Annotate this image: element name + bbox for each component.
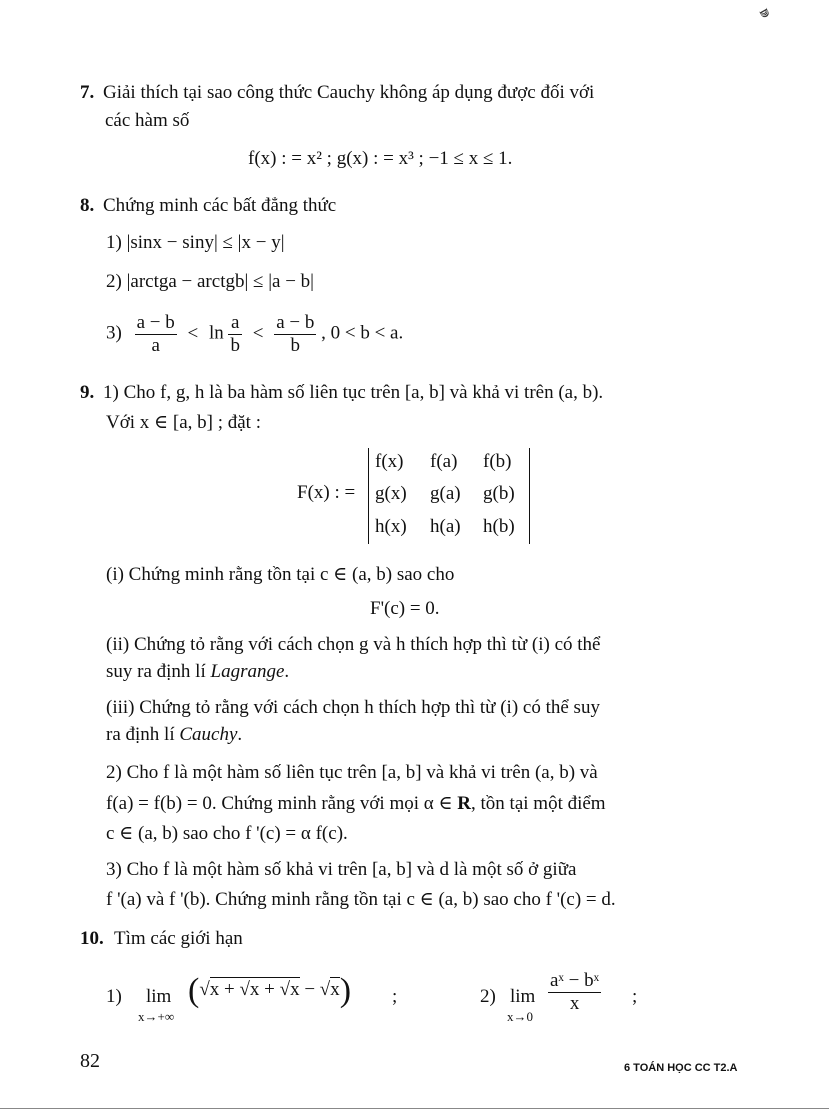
problem-8-item1: 1) |sinx − siny| ≤ |x − y| (106, 232, 285, 253)
innermost-radicand: x (290, 979, 300, 1000)
bottom-divider (0, 1108, 829, 1109)
q2-line3: c ∈ (a, b) sao cho f '(c) = α f(c). (106, 823, 348, 844)
fraction-3 (274, 312, 316, 357)
part-i-line: (i) Chứng minh rằng tồn tại c ∈ (a, b) sao cho (106, 564, 455, 585)
problem-8-item3 (106, 312, 403, 357)
problem-7-number: 7. (80, 82, 95, 103)
limit-2-lim: lim (510, 986, 536, 1007)
sqrt-symbol: √ (239, 979, 250, 1000)
page-number: 82 (80, 1050, 100, 1072)
fraction-1-denominator: a (151, 334, 160, 356)
q2-line2 (106, 792, 606, 815)
problem-9-number: 9. (80, 382, 95, 403)
matrix-cell: f(x) (375, 451, 404, 472)
real-set-symbol: R (457, 793, 472, 814)
q3-line1: 3) Cho f là một hàm số khả vi trên [a, b] và d là một số ở giữa (106, 859, 577, 880)
problem-7-line2: các hàm số (105, 110, 190, 131)
matrix-cell: g(x) (375, 483, 407, 504)
fraction-denominator: x (569, 992, 580, 1014)
matrix-cell: f(b) (483, 451, 512, 472)
limit-1-subscript: x→+∞ (138, 1009, 175, 1024)
matrix-cell: g(a) (430, 483, 461, 504)
determinant-label: F(x) : = (297, 482, 356, 503)
fraction-2-numerator: a (228, 312, 242, 335)
less-than-1: < (187, 322, 199, 344)
problem-9-line1: 1) Cho f, g, h là ba hàm số liên tục trên [a, b] và khả vi trên (a, b). (103, 382, 604, 403)
sqrt-radicand (210, 977, 300, 1000)
cauchy-theorem: Cauchy (179, 724, 238, 745)
matrix-cell: h(b) (483, 516, 515, 537)
q3-line2: f '(a) và f '(b). Chứng minh rằng tồn tại c ∈ (a, b) sao cho f '(c) = d. (106, 889, 616, 910)
limit-2-semicolon: ; (632, 986, 638, 1007)
radicand: x (330, 979, 340, 1000)
matrix-cell: g(b) (483, 483, 515, 504)
limit-2-subscript: x→0 (507, 1009, 533, 1024)
period: . (237, 724, 243, 745)
part-iii-line1: (iii) Chứng tỏ rằng với cách chọn h thích hợp thì từ (i) có thể suy (106, 697, 600, 718)
limit-1-semicolon: ; (392, 986, 398, 1007)
fraction-2 (228, 312, 242, 357)
problem-8-item2: 2) |arctga − arctgb| ≤ |a − b| (106, 271, 314, 292)
matrix-cell: h(a) (430, 516, 461, 537)
problem-8-title: Chứng minh các bất đẳng thức (103, 195, 337, 216)
problem-9-line2: Với x ∈ [a, b] ; đặt : (106, 412, 261, 433)
minus-sign: − (299, 979, 320, 1000)
limit-1-expression (188, 972, 351, 1010)
right-paren: ) (339, 972, 352, 1009)
q2-text-tail: , tồn tại một điểm (471, 793, 606, 814)
problem-10-title: Tìm các giới hạn (114, 928, 243, 949)
q2-line1: 2) Cho f là một hàm số liên tục trên [a, b] và khả vi trên (a, b) và (106, 762, 598, 783)
part-ii-line2 (106, 661, 289, 683)
limit-1-lim: lim (146, 986, 172, 1007)
matrix-cell: f(a) (430, 451, 458, 472)
radicand-term: x + (209, 979, 240, 1000)
radicand-term: x + (249, 979, 280, 1000)
determinant-matrix (368, 448, 530, 544)
sqrt-symbol: √ (199, 979, 210, 1000)
ln-symbol: ln (208, 322, 224, 344)
fraction-3-numerator: a − b (276, 312, 315, 333)
nested-radicand (250, 977, 300, 1000)
problem-7-formula: f(x) : = x² ; g(x) : = x³ ; −1 ≤ x ≤ 1. (248, 148, 513, 169)
q2-text: f(a) = f(b) = 0. Chứng minh rằng với mọi α ∈ (106, 793, 458, 814)
part-iii-text: ra định lí (106, 724, 180, 745)
sqrt-symbol: √ (279, 979, 291, 1000)
limit-2-label: 2) (480, 986, 496, 1007)
limit-2-fraction (548, 970, 601, 1015)
part-ii-text: suy ra định lí (106, 661, 211, 682)
problem-7-line1: Giải thích tại sao công thức Cauchy không áp dụng được đối với (103, 82, 595, 103)
lagrange-theorem: Lagrange (210, 661, 285, 682)
left-paren: ( (188, 972, 200, 1009)
footer-code: 6 TOÁN HỌC CC T2.A (624, 1062, 738, 1074)
fraction-2-denominator: b (230, 334, 240, 356)
fraction-1-numerator: a − b (136, 312, 175, 333)
fraction-numerator: aˣ − bˣ (550, 970, 600, 991)
period: . (284, 661, 290, 682)
limit-1-label: 1) (106, 986, 122, 1007)
item3-condition: , 0 < b < a. (321, 322, 404, 344)
matrix-cell: h(x) (375, 516, 407, 537)
problem-10-number: 10. (80, 928, 104, 949)
part-ii-line1: (ii) Chứng tỏ rằng với cách chọn g và h thích hợp thì từ (i) có thể (106, 634, 601, 655)
item3-label: 3) (106, 322, 122, 344)
problem-8-number: 8. (80, 195, 95, 216)
corner-mark: ↇ (756, 5, 773, 21)
fraction-3-denominator: b (290, 334, 301, 356)
part-iii-line2 (106, 724, 242, 746)
fraction (548, 970, 601, 1015)
fraction-1 (135, 312, 177, 357)
less-than-2: < (252, 322, 264, 344)
part-i-formula: F'(c) = 0. (370, 598, 440, 619)
sqrt-symbol: √ (319, 979, 331, 1000)
